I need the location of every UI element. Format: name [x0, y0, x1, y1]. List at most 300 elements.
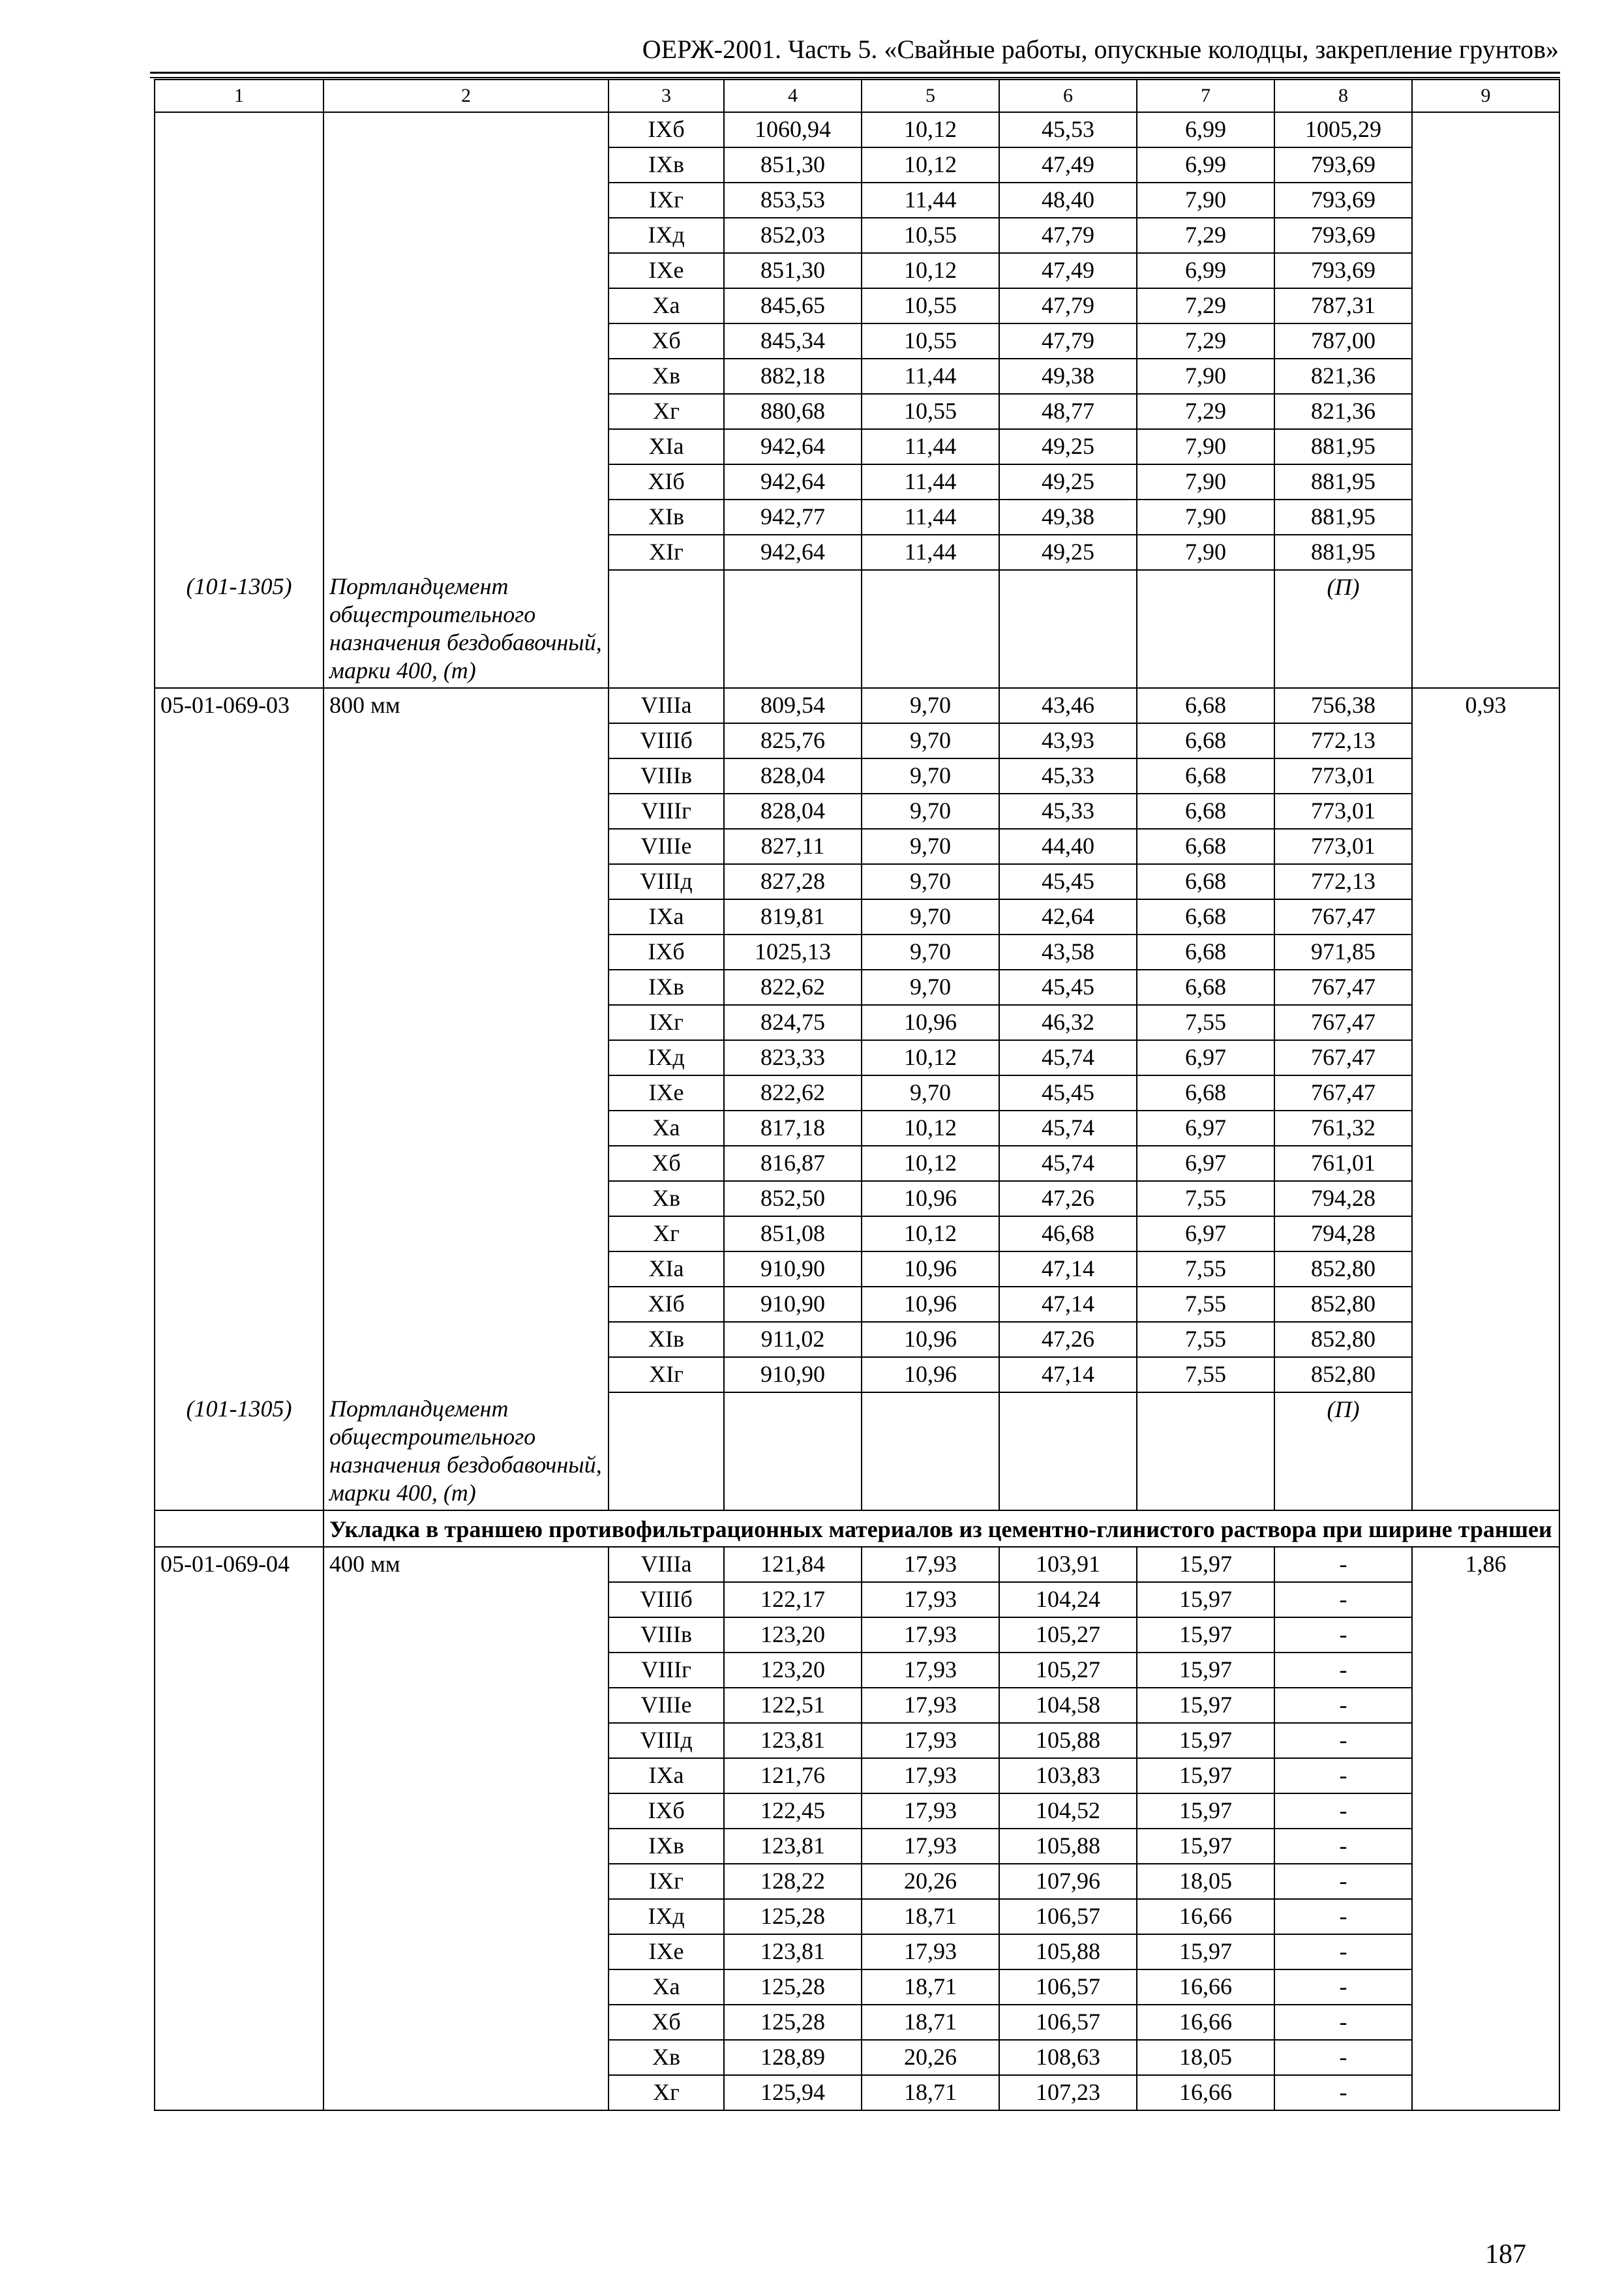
value-cell: 772,13: [1274, 723, 1412, 758]
value-cell: XIб: [609, 1287, 724, 1322]
value-cell: VIIIб: [609, 1582, 724, 1617]
value-cell: 822,62: [724, 1075, 862, 1111]
coefficient-cell: [1412, 1111, 1559, 1146]
name-cell: [323, 1146, 609, 1181]
value-cell: 942,77: [724, 500, 862, 535]
table-row: [155, 429, 1559, 464]
value-cell: 761,01: [1274, 1146, 1412, 1181]
value-cell: 6,68: [1137, 1075, 1274, 1111]
code-cell: [155, 147, 323, 183]
value-cell: 43,58: [999, 935, 1137, 970]
table-row: [155, 323, 1559, 359]
value-cell: 767,47: [1274, 1075, 1412, 1111]
value-cell: 6,99: [1137, 112, 1274, 147]
name-cell: [323, 1829, 609, 1864]
value-cell: 845,34: [724, 323, 862, 359]
value-cell: 123,20: [724, 1653, 862, 1688]
table-row: [155, 899, 1559, 935]
value-cell: 852,80: [1274, 1357, 1412, 1392]
code-cell: [155, 1075, 323, 1111]
code-cell: [155, 359, 323, 394]
value-cell: 6,68: [1137, 794, 1274, 829]
value-cell: IXб: [609, 1793, 724, 1829]
value-cell: 7,90: [1137, 535, 1274, 570]
code-cell: [155, 183, 323, 218]
value-cell: IXд: [609, 1899, 724, 1934]
value-cell: 845,65: [724, 288, 862, 323]
value-cell: 828,04: [724, 758, 862, 794]
value-cell: 18,71: [862, 1899, 999, 1934]
name-cell: [323, 1181, 609, 1216]
coefficient-cell: [1412, 1969, 1559, 2005]
material-unit-value: (П): [1274, 570, 1412, 688]
value-cell: 9,70: [862, 899, 999, 935]
value-cell: 911,02: [724, 1322, 862, 1357]
coefficient-cell: [1412, 970, 1559, 1005]
value-cell: 827,28: [724, 864, 862, 899]
value-cell: 9,70: [862, 864, 999, 899]
value-cell: -: [1274, 1793, 1412, 1829]
coefficient-cell: [1412, 2075, 1559, 2110]
empty-cell: [724, 570, 862, 688]
coefficient-cell: [1412, 1582, 1559, 1617]
value-cell: 47,79: [999, 218, 1137, 253]
empty-cell: [1137, 1392, 1274, 1510]
value-cell: 773,01: [1274, 829, 1412, 864]
value-cell: 16,66: [1137, 2005, 1274, 2040]
name-cell: [323, 1040, 609, 1075]
coefficient-cell: [1412, 1075, 1559, 1111]
value-cell: 7,29: [1137, 218, 1274, 253]
value-cell: 1060,94: [724, 112, 862, 147]
code-cell: [155, 1146, 323, 1181]
value-cell: 45,45: [999, 970, 1137, 1005]
value-cell: 7,29: [1137, 323, 1274, 359]
value-cell: 816,87: [724, 1146, 862, 1181]
table-row: [155, 288, 1559, 323]
value-cell: 761,32: [1274, 1111, 1412, 1146]
value-cell: 7,90: [1137, 429, 1274, 464]
coefficient-cell: [1412, 183, 1559, 218]
material-code: (101-1305): [155, 570, 323, 688]
value-cell: -: [1274, 2075, 1412, 2110]
value-cell: 6,99: [1137, 147, 1274, 183]
value-cell: 105,88: [999, 1934, 1137, 1969]
value-cell: IXв: [609, 1829, 724, 1864]
value-cell: 47,49: [999, 253, 1137, 288]
value-cell: Xв: [609, 2040, 724, 2075]
name-cell: [323, 2075, 609, 2110]
value-cell: 9,70: [862, 758, 999, 794]
table-row: [155, 723, 1559, 758]
empty-cell: [1137, 570, 1274, 688]
table-row: [155, 112, 1559, 147]
value-cell: -: [1274, 2040, 1412, 2075]
value-cell: 9,70: [862, 723, 999, 758]
value-cell: -: [1274, 1617, 1412, 1653]
value-cell: 43,93: [999, 723, 1137, 758]
value-cell: 128,22: [724, 1864, 862, 1899]
value-cell: 809,54: [724, 688, 862, 723]
material-description: Портландцемент общестроительного назначения бездобавочный, марки 400, (т): [323, 1392, 609, 1510]
value-cell: Xа: [609, 1969, 724, 2005]
section-title: Укладка в траншею противофильтрационных материалов из цементно-глинистого раствора при ширине траншеи: [323, 1510, 1559, 1547]
name-cell: [323, 1216, 609, 1251]
value-cell: 11,44: [862, 535, 999, 570]
value-cell: 17,93: [862, 1547, 999, 1582]
name-cell: [323, 253, 609, 288]
code-cell: [155, 1287, 323, 1322]
value-cell: 10,12: [862, 1040, 999, 1075]
code-cell: [155, 323, 323, 359]
value-cell: 15,97: [1137, 1758, 1274, 1793]
value-cell: 10,96: [862, 1181, 999, 1216]
table-row: [155, 758, 1559, 794]
value-cell: IXа: [609, 1758, 724, 1793]
value-cell: 103,83: [999, 1758, 1137, 1793]
value-cell: -: [1274, 1723, 1412, 1758]
coefficient-cell: [1412, 359, 1559, 394]
name-cell: [323, 829, 609, 864]
value-cell: 821,36: [1274, 359, 1412, 394]
code-cell: [155, 1723, 323, 1758]
value-cell: 1025,13: [724, 935, 862, 970]
value-cell: 49,25: [999, 429, 1137, 464]
table-row: [155, 1793, 1559, 1829]
code-cell: [155, 970, 323, 1005]
table-row: [155, 1864, 1559, 1899]
value-cell: 9,70: [862, 935, 999, 970]
value-cell: 10,55: [862, 218, 999, 253]
name-cell: [323, 359, 609, 394]
value-cell: 104,58: [999, 1688, 1137, 1723]
coefficient-cell: [1412, 1040, 1559, 1075]
code-cell: [155, 429, 323, 464]
value-cell: IXе: [609, 1934, 724, 1969]
value-cell: 45,74: [999, 1111, 1137, 1146]
value-cell: VIIIд: [609, 1723, 724, 1758]
value-cell: VIIIд: [609, 864, 724, 899]
empty-cell: [999, 1392, 1137, 1510]
header-rule-secondary: [150, 77, 1560, 78]
value-cell: 10,12: [862, 1216, 999, 1251]
code-cell: [155, 1653, 323, 1688]
value-cell: 18,71: [862, 1969, 999, 2005]
value-cell: -: [1274, 1582, 1412, 1617]
code-cell: [155, 500, 323, 535]
code-cell: [155, 1005, 323, 1040]
coefficient-cell: [1412, 899, 1559, 935]
value-cell: VIIIе: [609, 1688, 724, 1723]
code-cell: [155, 1111, 323, 1146]
table-row: [155, 970, 1559, 1005]
name-cell: [323, 1617, 609, 1653]
value-cell: 793,69: [1274, 147, 1412, 183]
value-cell: 45,45: [999, 864, 1137, 899]
table-row: [155, 359, 1559, 394]
value-cell: 17,93: [862, 1617, 999, 1653]
value-cell: 852,80: [1274, 1287, 1412, 1322]
coefficient-cell: [1412, 2005, 1559, 2040]
column-number-cell: 8: [1274, 80, 1412, 112]
name-cell: [323, 288, 609, 323]
coefficient-cell: [1412, 1357, 1559, 1392]
coefficient-cell: [1412, 864, 1559, 899]
value-cell: 106,57: [999, 1969, 1137, 2005]
value-cell: -: [1274, 1864, 1412, 1899]
value-cell: 6,68: [1137, 864, 1274, 899]
value-cell: 45,74: [999, 1040, 1137, 1075]
value-cell: 794,28: [1274, 1216, 1412, 1251]
value-cell: 942,64: [724, 429, 862, 464]
name-cell: 800 мм: [323, 688, 609, 723]
value-cell: IXа: [609, 899, 724, 935]
value-cell: 7,29: [1137, 394, 1274, 429]
value-cell: IXв: [609, 147, 724, 183]
value-cell: 122,51: [724, 1688, 862, 1723]
value-cell: 125,28: [724, 1899, 862, 1934]
value-cell: VIIIб: [609, 723, 724, 758]
table-row: [155, 1075, 1559, 1111]
column-number-cell: 9: [1412, 80, 1559, 112]
code-cell: [155, 394, 323, 429]
value-cell: IXг: [609, 1864, 724, 1899]
empty-cell: [862, 570, 999, 688]
value-cell: 910,90: [724, 1287, 862, 1322]
value-cell: 824,75: [724, 1005, 862, 1040]
value-cell: 108,63: [999, 2040, 1137, 2075]
value-cell: 16,66: [1137, 1969, 1274, 2005]
table-row: [155, 1934, 1559, 1969]
value-cell: 46,68: [999, 1216, 1137, 1251]
value-cell: 819,81: [724, 899, 862, 935]
value-cell: 15,97: [1137, 1829, 1274, 1864]
value-cell: 10,96: [862, 1005, 999, 1040]
value-cell: 42,64: [999, 899, 1137, 935]
value-cell: 105,88: [999, 1829, 1137, 1864]
value-cell: 121,76: [724, 1758, 862, 1793]
table-row: [155, 394, 1559, 429]
value-cell: 10,12: [862, 147, 999, 183]
value-cell: 48,40: [999, 183, 1137, 218]
value-cell: 106,57: [999, 1899, 1137, 1934]
value-cell: 7,55: [1137, 1287, 1274, 1322]
code-cell: [155, 253, 323, 288]
value-cell: 125,94: [724, 2075, 862, 2110]
value-cell: 6,68: [1137, 688, 1274, 723]
value-cell: 11,44: [862, 464, 999, 500]
value-cell: 7,55: [1137, 1181, 1274, 1216]
value-cell: 794,28: [1274, 1181, 1412, 1216]
value-cell: 767,47: [1274, 1005, 1412, 1040]
code-cell: 05-01-069-04: [155, 1547, 323, 1582]
empty-cell: [724, 1392, 862, 1510]
value-cell: Xв: [609, 359, 724, 394]
value-cell: 7,90: [1137, 464, 1274, 500]
value-cell: IXб: [609, 112, 724, 147]
material-unit-value: (П): [1274, 1392, 1412, 1510]
material-note-row: [155, 1392, 1559, 1510]
value-cell: 104,24: [999, 1582, 1137, 1617]
value-cell: 6,97: [1137, 1111, 1274, 1146]
value-cell: VIIIа: [609, 688, 724, 723]
coefficient-cell: [1412, 1723, 1559, 1758]
name-cell: [323, 1758, 609, 1793]
coefficient-cell: [1412, 1934, 1559, 1969]
value-cell: XIа: [609, 1251, 724, 1287]
value-cell: XIв: [609, 500, 724, 535]
value-cell: Xв: [609, 1181, 724, 1216]
coefficient-cell: [1412, 1758, 1559, 1793]
code-cell: [155, 2075, 323, 2110]
value-cell: 7,55: [1137, 1251, 1274, 1287]
empty-cell: [609, 570, 724, 688]
value-cell: 787,31: [1274, 288, 1412, 323]
value-cell: 45,74: [999, 1146, 1137, 1181]
name-cell: [323, 1075, 609, 1111]
value-cell: 825,76: [724, 723, 862, 758]
value-cell: VIIIг: [609, 1653, 724, 1688]
value-cell: 767,47: [1274, 899, 1412, 935]
value-cell: 18,71: [862, 2075, 999, 2110]
table-row: [155, 1582, 1559, 1617]
name-cell: [323, 1582, 609, 1617]
value-cell: IXд: [609, 1040, 724, 1075]
value-cell: 942,64: [724, 535, 862, 570]
table-row: [155, 1005, 1559, 1040]
value-cell: XIг: [609, 1357, 724, 1392]
value-cell: 45,53: [999, 112, 1137, 147]
name-cell: [323, 1899, 609, 1934]
code-cell: [155, 723, 323, 758]
value-cell: IXе: [609, 1075, 724, 1111]
name-cell: [323, 758, 609, 794]
table-row: [155, 1688, 1559, 1723]
value-cell: 122,17: [724, 1582, 862, 1617]
value-cell: 6,68: [1137, 899, 1274, 935]
value-cell: 10,55: [862, 394, 999, 429]
value-cell: 11,44: [862, 500, 999, 535]
value-cell: 123,81: [724, 1723, 862, 1758]
coefficient-cell: [1412, 1653, 1559, 1688]
section-title-row: [155, 1510, 1559, 1547]
value-cell: 122,45: [724, 1793, 862, 1829]
value-cell: Xг: [609, 394, 724, 429]
value-cell: 121,84: [724, 1547, 862, 1582]
coefficient-cell: [1412, 394, 1559, 429]
coefficient-cell: [1412, 829, 1559, 864]
name-cell: [323, 394, 609, 429]
value-cell: -: [1274, 1934, 1412, 1969]
value-cell: 123,20: [724, 1617, 862, 1653]
name-cell: [323, 2005, 609, 2040]
code-cell: [155, 2040, 323, 2075]
value-cell: 7,55: [1137, 1357, 1274, 1392]
code-cell: [155, 829, 323, 864]
value-cell: 6,97: [1137, 1040, 1274, 1075]
name-cell: [323, 183, 609, 218]
value-cell: 7,29: [1137, 288, 1274, 323]
name-cell: [323, 464, 609, 500]
name-cell: [323, 935, 609, 970]
value-cell: 6,68: [1137, 829, 1274, 864]
table-row: [155, 1322, 1559, 1357]
column-number-row: [155, 80, 1559, 112]
value-cell: VIIIе: [609, 829, 724, 864]
page-number: 187: [1485, 2239, 1526, 2269]
table-row: [155, 1899, 1559, 1934]
price-table: [154, 79, 1560, 2111]
document-header-title: ОЕРЖ-2001. Часть 5. «Свайные работы, опускные колодцы, закрепление грунтов»: [642, 35, 1559, 64]
value-cell: 17,93: [862, 1723, 999, 1758]
code-cell: [155, 1829, 323, 1864]
value-cell: 10,96: [862, 1251, 999, 1287]
coefficient-cell: [1412, 1793, 1559, 1829]
coefficient-cell: [1412, 429, 1559, 464]
table-row: [155, 253, 1559, 288]
value-cell: 49,38: [999, 359, 1137, 394]
value-cell: 10,12: [862, 112, 999, 147]
code-cell: [155, 1864, 323, 1899]
value-cell: 17,93: [862, 1793, 999, 1829]
name-cell: [323, 970, 609, 1005]
value-cell: 47,79: [999, 323, 1137, 359]
value-cell: -: [1274, 1688, 1412, 1723]
value-cell: 772,13: [1274, 864, 1412, 899]
value-cell: 793,69: [1274, 253, 1412, 288]
value-cell: 9,70: [862, 829, 999, 864]
value-cell: Xг: [609, 2075, 724, 2110]
material-code: (101-1305): [155, 1392, 323, 1510]
table-row: [155, 1146, 1559, 1181]
value-cell: 105,27: [999, 1653, 1137, 1688]
table-row: [155, 794, 1559, 829]
table-row: [155, 1617, 1559, 1653]
table-row: [155, 1829, 1559, 1864]
value-cell: 103,91: [999, 1547, 1137, 1582]
value-cell: 6,68: [1137, 970, 1274, 1005]
table-row: [155, 2075, 1559, 2110]
value-cell: 10,12: [862, 1111, 999, 1146]
table-row: [155, 1969, 1559, 2005]
value-cell: 104,52: [999, 1793, 1137, 1829]
value-cell: 45,33: [999, 758, 1137, 794]
value-cell: Xг: [609, 1216, 724, 1251]
value-cell: XIб: [609, 464, 724, 500]
value-cell: IXг: [609, 183, 724, 218]
value-cell: 47,49: [999, 147, 1137, 183]
code-cell: [155, 1181, 323, 1216]
empty-cell: [609, 1392, 724, 1510]
name-cell: [323, 1322, 609, 1357]
name-cell: [323, 1357, 609, 1392]
value-cell: -: [1274, 1829, 1412, 1864]
value-cell: 9,70: [862, 970, 999, 1005]
column-number-cell: 3: [609, 80, 724, 112]
coefficient-cell: [1412, 1287, 1559, 1322]
name-cell: [323, 1653, 609, 1688]
name-cell: 400 мм: [323, 1547, 609, 1582]
column-number-cell: 7: [1137, 80, 1274, 112]
value-cell: 45,45: [999, 1075, 1137, 1111]
value-cell: XIа: [609, 429, 724, 464]
value-cell: 18,05: [1137, 2040, 1274, 2075]
value-cell: 828,04: [724, 794, 862, 829]
value-cell: 773,01: [1274, 758, 1412, 794]
coefficient-cell: [1412, 1617, 1559, 1653]
value-cell: Xа: [609, 1111, 724, 1146]
code-cell: 05-01-069-03: [155, 688, 323, 723]
